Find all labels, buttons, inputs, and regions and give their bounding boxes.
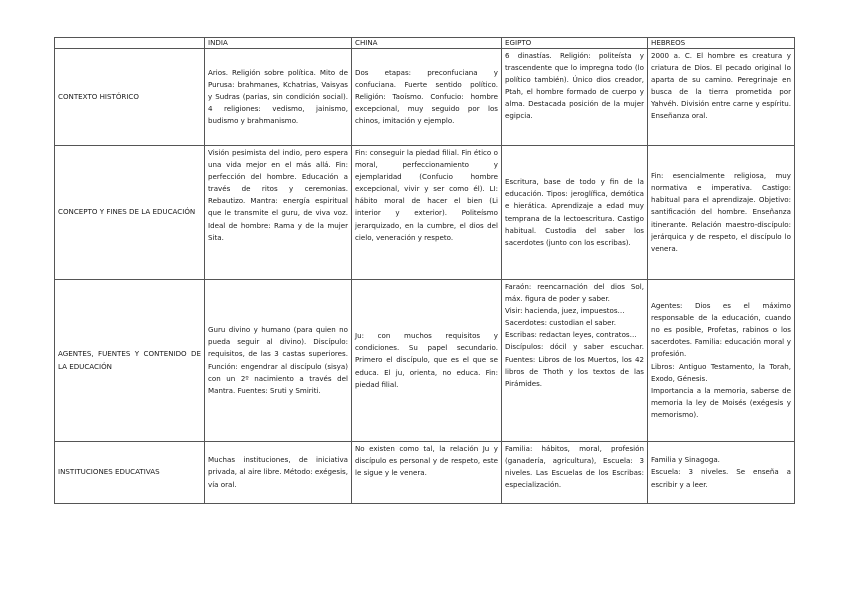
table-row-contexto <box>55 49 795 146</box>
header-india: INDIA <box>205 38 352 49</box>
header-hebreos: HEBREOS <box>648 38 795 49</box>
cell-india-contexto: Arios. Religión sobre política. Mito de Purusa: brahmanes, Kchatrias, Vaisyas y Sudras (parias, sin condición social). 4 religiones: vedismo, jainismo, budismo y brahmanismo. <box>205 49 352 146</box>
table-row-instituciones <box>55 442 795 504</box>
row-label-agentes: AGENTES, FUENTES Y CONTENIDO DE LA EDUCACIÓN <box>55 280 205 442</box>
cell-hebreos-contexto: 2000 a. C. El hombre es creatura y criatura de Dios. El pecado original lo aparta de su camino. Peregrinaje en busca de la tierra prometida por Yahvéh. División entre carne y espíritu. Enseñanza oral. <box>648 49 795 146</box>
cell-egipto-instituciones: Familia: hábitos, moral, profesión (ganadería, agricultura), Escuela: 3 niveles. Las Escuelas de los Escribas: especialización. <box>502 442 648 504</box>
cell-hebreos-agentes: Agentes: Dios es el máximo responsable de la educación, cuando no es posible, Profetas, rabinos o los sacerdotes. Familia: educación moral y profesión. Libros: Antiguo Testamento, la Torah, Exodo, Génesis. Importancia a la memoria, saberse de memoria la ley de Moisés (exégesis y memorismo). <box>648 280 795 442</box>
cell-china-agentes: Ju: con muchos requisitos y condiciones. Su papel secundario. Primero el discípulo, que es el que se educa. El ju, orienta, no educa. Fin: piedad filial. <box>352 280 502 442</box>
cell-egipto-contexto: 6 dinastías. Religión: politeísta y trascendente que lo impregna todo (lo político también). Único dios creador, Ptah, el hombre formado de cuerpo y alma. Destacada posición de la mujer egipcia. <box>502 49 648 146</box>
cell-india-instituciones: Muchas instituciones, de iniciativa privada, al aire libre. Método: exégesis, vía oral. <box>205 442 352 504</box>
cell-china-contexto: Dos etapas: preconfuciana y confuciana. Fuerte sentido político. Religión: Taoísmo. Confucio: hombre excepcional, muy seguido por los chinos, imitación y ejemplo. <box>352 49 502 146</box>
cell-hebreos-instituciones: Familia y Sinagoga. Escuela: 3 niveles. Se enseña a escribir y a leer. <box>648 442 795 504</box>
table-row-concepto <box>55 146 795 280</box>
table-header-row <box>55 38 795 49</box>
row-label-contexto: CONTEXTO HISTÓRICO <box>55 49 205 146</box>
cell-china-concepto: Fin: conseguir la piedad filial. Fin ético o moral, perfeccionamiento y ejemplaridad (Confucio hombre excepcional, vivir y ser como él). LI: hábito moral de hacer el bien (Li interior y exterior). Politeísmo jerarquizado, en la cumbre, el dios del cielo, veneración y respeto. <box>352 146 502 280</box>
row-label-concepto: CONCEPTO Y FINES DE LA EDUCACIÓN <box>55 146 205 280</box>
cell-egipto-agentes: Faraón: reencarnación del dios Sol, máx. figura de poder y saber. Visir: hacienda, juez, impuestos… Sacerdotes: custodian el saber. Escribas: redactan leyes, contratos… Discípulos: dócil y saber escuchar. Fuentes: Libros de los Muertos, los 42 libros de Thoth y los textos de las Pirámides. <box>502 280 648 442</box>
row-label-instituciones: INSTITUCIONES EDUCATIVAS <box>55 442 205 504</box>
cell-india-agentes: Guru divino y humano (para quien no pueda seguir al divino). Discípulo: requisitos, de las 3 castas superiores. Función: engendrar al discípulo (sisya) con un 2º nacimiento a través del Mantra. Fuentes: Sruti y Smiriti. <box>205 280 352 442</box>
header-china: CHINA <box>352 38 502 49</box>
cell-india-concepto: Visión pesimista del indio, pero espera una vida mejor en el más allá. Fin: perfección del hombre. Educación a través de ritos y ceremonias. Rebautizo. Mantra: energía espiritual que le transmite el guru, de viva voz. Ideal de hombre: Rama y de la mujer Sita. <box>205 146 352 280</box>
table-row-agentes <box>55 280 795 442</box>
comparison-table <box>54 37 795 504</box>
cell-china-instituciones: No existen como tal, la relación Ju y discípulo es personal y de respeto, este le sigue y le venera. <box>352 442 502 504</box>
header-egipto: EGIPTO <box>502 38 648 49</box>
cell-hebreos-concepto: Fin: esencialmente religiosa, muy normativa e imperativa. Castigo: habitual para el aprendizaje. Objetivo: santificación del hombre. Enseñanza itinerante. Relación maestro-discípulo: jerárquica y de respeto, el discípulo lo venera. <box>648 146 795 280</box>
header-empty-cell <box>55 38 205 49</box>
cell-egipto-concepto: Escritura, base de todo y fin de la educación. Tipos: jeroglífica, demótica e hierática. Aprendizaje a edad muy temprana de la lectoescritura. Castigo habitual. Custodia del saber los sacerdotes (junto con los escribas). <box>502 146 648 280</box>
